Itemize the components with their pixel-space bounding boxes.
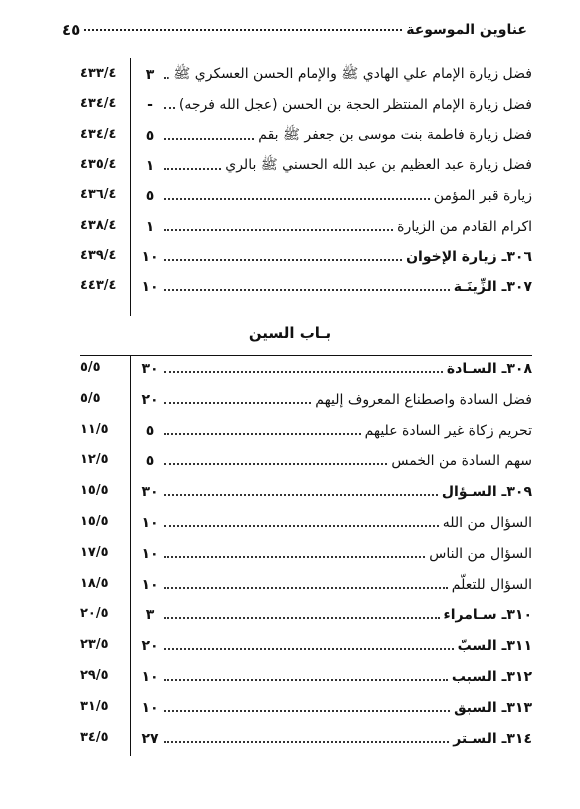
entry-title: فضل زيارة الإمام علي الهادي ﷺ والإمام الحسن العسكري ﷺ [173,66,532,82]
entry-line [140,216,532,238]
entry-title: فضل زيارة الإمام المنتظر الحجة بن الحسن (عجل الله فرجه) [178,97,532,114]
hadith-count: ٣ [145,67,155,83]
entry-title: ٣١٢ـ السبب [451,669,532,685]
toc-row [80,604,532,626]
header-leader-dots [84,29,402,31]
toc-row [80,389,532,411]
toc-row [80,635,532,657]
entry-line [140,125,532,147]
leader-dots [164,463,387,465]
entry-title: السؤال من الناس [429,545,532,562]
page-reference: ١٢/٥ [80,452,109,468]
hadith-count: ١ [145,218,155,235]
page-reference: ٣٤/٥ [80,729,109,745]
entry-title: ٣١٣ـ السبق [454,699,532,716]
entry-title: سهم السادة من الخمس [391,453,532,470]
toc-row [80,358,532,380]
entry-line [140,276,532,298]
leader-dots [164,710,450,712]
hadith-count: ١٠ [141,248,159,265]
page-reference: ٤٣٣/٤ [80,66,117,81]
header-page-number: ٤٥ [62,21,81,39]
entry-line [140,728,532,750]
entry-line [140,697,532,719]
page-reference: ٥/٥ [80,360,101,375]
entry-title: ٣٠٩ـ السـؤال [441,484,532,501]
page-reference: ١١/٥ [80,421,109,437]
page-reference: ٤٣٩/٤ [80,247,117,263]
page-reference: ٤٣٥/٤ [80,156,117,172]
toc-row [80,574,532,596]
leader-dots [164,494,438,496]
entry-line [140,246,532,268]
toc-row [80,155,532,177]
leader-dots [164,289,450,291]
page-reference: ٤٣٨/٤ [80,217,117,233]
entry-title: فضل زيارة فاطمة بنت موسى بن جعفر ﷺ بقم [258,126,532,143]
entry-title: ٣١٠ـ سـامراء [443,607,532,624]
entry-line [140,389,532,411]
hadith-count: ٣ [145,607,155,624]
page-reference: ٥/٥ [80,390,101,406]
toc-row [80,543,532,565]
entry-line [140,666,532,688]
entry-line [140,574,532,596]
leader-dots [164,433,361,435]
toc-row [80,697,532,719]
hadith-count: ١٠ [141,279,159,296]
entry-title: ٣٠٦ـ زيارة الإخوان [406,248,532,265]
leader-dots [164,587,448,589]
hadith-count: - [147,97,153,114]
entry-line [140,64,532,86]
toc-row [80,276,532,298]
entry-title: ٣١١ـ السبّ [457,638,532,655]
leader-dots [164,229,393,231]
toc-row [80,420,532,442]
hadith-count: ٢٠ [141,638,159,655]
entry-line [140,185,532,207]
page-reference: ٢٣/٥ [80,637,109,653]
page-reference: ٤٣٤/٤ [80,96,117,112]
section-rule [80,355,532,356]
entry-line [140,604,532,626]
leader-dots [164,198,430,200]
hadith-count: ٥ [145,453,155,470]
leader-dots [164,107,175,109]
page-reference: ٤٣٤/٤ [80,126,117,142]
leader-dots [164,556,425,558]
running-header [62,18,527,42]
entry-title: ٣٠٧ـ الزِّينَـة [453,279,532,296]
page-reference: ١٨/٥ [80,575,109,591]
toc-row [80,666,532,688]
hadith-count: ٥ [145,127,155,144]
entry-title: تحريم زكاة غير السادة عليهم [364,422,532,439]
leader-dots [164,679,448,681]
page-reference: ٢٩/٥ [80,668,109,683]
hadith-count: ١٠ [141,545,159,562]
toc-row [80,94,532,116]
hadith-count: ٢٧ [141,730,159,747]
hadith-count: ١٠ [141,669,159,685]
entry-title: ٣١٤ـ السـتر [453,730,532,747]
toc-row [80,450,532,472]
page-reference: ١٥/٥ [80,483,109,499]
toc-row [80,512,532,534]
leader-dots [164,77,169,79]
entry-line [140,358,532,380]
toc-row [80,246,532,268]
entry-line [140,512,532,534]
hadith-count: ١٠ [141,699,159,716]
toc-row [80,728,532,750]
toc-row [80,216,532,238]
page-reference: ٤٣٦/٤ [80,187,117,203]
page-reference: ٤٤٣/٤ [80,278,117,294]
page-reference: ٢٠/٥ [80,606,109,622]
entry-title: اكرام القادم من الزيارة [397,218,532,235]
leader-dots [164,371,443,373]
leader-dots [164,525,439,527]
entry-line [140,450,532,472]
page-reference: ٣١/٥ [80,698,109,714]
section-title: بـاب السين [248,324,332,342]
toc-row [80,481,532,503]
entry-title: السؤال من الله [442,515,532,531]
entry-line [140,543,532,565]
leader-dots [164,259,402,261]
hadith-count: ١٠ [141,576,159,593]
leader-dots [164,402,311,404]
toc-row [80,64,532,86]
hadith-count: ٣٠ [141,361,159,377]
entry-line [140,94,532,116]
entry-line [140,635,532,657]
entry-title: فضل السادة واصطناع المعروف إليهم [315,391,532,408]
toc-row [80,185,532,207]
toc-row [80,125,532,147]
header-title: عناوين الموسوعة [406,22,527,38]
page-reference: ١٧/٥ [80,544,109,560]
hadith-count: ٢٠ [141,391,159,408]
hadith-count: ٥ [145,422,155,439]
hadith-count: ١ [145,157,155,174]
entry-line [140,420,532,442]
leader-dots [164,741,449,743]
page-reference: ١٥/٥ [80,514,109,529]
entry-line [140,481,532,503]
entry-title: فضل زيارة عبد العظيم بن عبد الله الحسني ﷺ بالري [225,156,532,173]
leader-dots [164,168,221,170]
hadith-count: ٣٠ [141,484,159,501]
leader-dots [164,648,454,650]
entry-line [140,155,532,177]
hadith-count: ١٠ [141,515,159,531]
leader-dots [164,138,254,140]
entry-title: السؤال للتعلّم [451,576,532,593]
leader-dots [164,617,440,619]
entry-title: زيارة قبر المؤمن [433,188,532,205]
hadith-count: ٥ [145,188,155,205]
entry-title: ٣٠٨ـ السـادة [446,361,532,377]
